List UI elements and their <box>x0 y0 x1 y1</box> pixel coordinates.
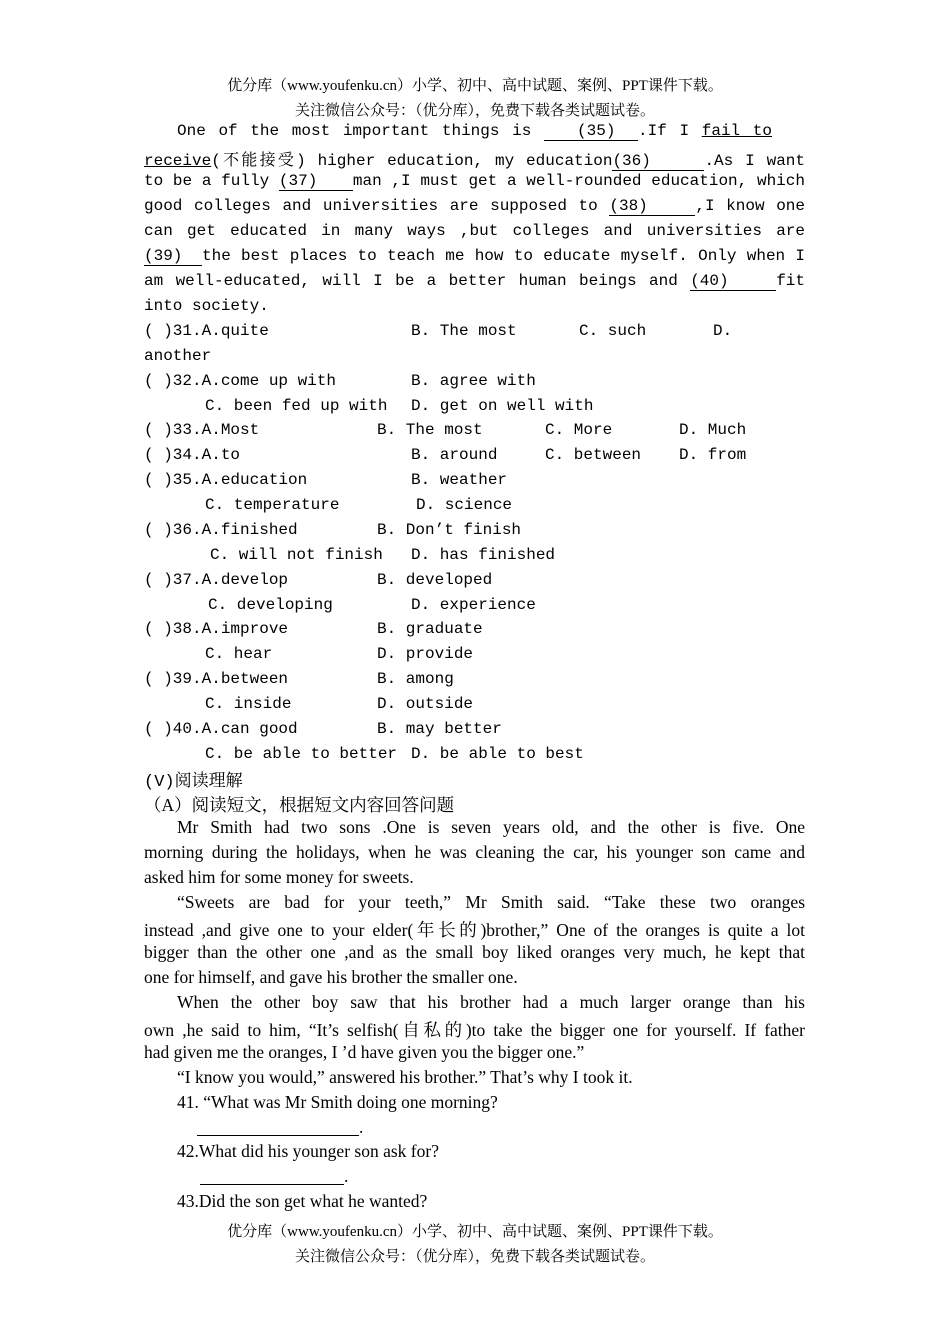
p2-line-4: one for himself, and gave his brother the smaller one. <box>144 967 518 987</box>
cloze-text: man ,I must get a well-rounded education, which <box>352 172 805 190</box>
cloze-text: One of the most important things is <box>177 122 532 140</box>
p1-line-1: Mr Smith had two sons .One is seven years old, and the other is five. One <box>177 817 805 837</box>
q33-option-d: D. Much <box>679 421 747 439</box>
q31-stem: ( )31.A.quite <box>144 322 269 340</box>
cloze-text: ,I know one <box>695 197 805 215</box>
footer-line-1: 优分库（www.youfenku.cn）小学、初中、高中试题、案例、PPT课件下载。 <box>227 1224 723 1240</box>
q35-option-b: B. weather <box>411 471 508 489</box>
blank-37[interactable]: (37) <box>279 172 353 191</box>
q35-option-d: D. science <box>416 496 513 514</box>
q37-stem: ( )37.A.develop <box>144 571 289 589</box>
cloze-line-1 <box>144 122 772 141</box>
q39-stem: ( )39.A.between <box>144 670 289 688</box>
answer-42-field[interactable] <box>200 1167 344 1185</box>
blank-39[interactable]: (39) <box>144 247 202 266</box>
cloze-text: to be a fully <box>144 172 270 190</box>
q33-stem: ( )33.A.Most <box>144 421 260 439</box>
q36-option-b: B. Don’t finish <box>377 521 522 539</box>
cloze-text: am well-educated, will I be a better human beings and <box>144 272 678 290</box>
q32-stem: ( )32.A.come up with <box>144 372 337 390</box>
p3-line-1: When the other boy saw that his brother had a much larger orange than his <box>177 992 805 1012</box>
q34-option-c: C. between <box>545 446 642 464</box>
q37-option-b: B. developed <box>377 571 493 589</box>
q40-option-d: D. be able to best <box>411 745 584 763</box>
section-title: (V)阅读理解 <box>144 773 243 792</box>
p2-line-1: “Sweets are bad for your teeth,” Mr Smith said. “Take these two oranges <box>177 892 805 912</box>
blank-36[interactable]: (36) <box>612 152 704 171</box>
blank-38[interactable]: (38) <box>609 197 695 216</box>
cloze-line-5: can get educated in many ways ,but colleges and universities are <box>144 222 805 240</box>
q32-option-c: C. been fed up with <box>205 397 388 415</box>
q32-option-d: D. get on well with <box>411 397 594 415</box>
q38-option-b: B. graduate <box>377 620 483 638</box>
q31-option-c: C. such <box>579 322 647 340</box>
q36-option-c: C. will not finish <box>210 546 383 564</box>
q39-option-d: D. outside <box>377 695 474 713</box>
question-41: 41. “What was Mr Smith doing one morning? <box>177 1092 498 1112</box>
q35-option-c: C. temperature <box>205 496 340 514</box>
q34-stem: ( )34.A.to <box>144 446 241 464</box>
cloze-text: good colleges and universities are supposed to <box>144 197 598 215</box>
cloze-text: .As I want <box>704 152 805 170</box>
q34-option-d: D. from <box>679 446 747 464</box>
q39-option-b: B. among <box>377 670 454 688</box>
q36-stem: ( )36.A.finished <box>144 521 298 539</box>
q40-stem: ( )40.A.can good <box>144 720 298 738</box>
q34-option-b: B. around <box>411 446 498 464</box>
q31-option-b: B. The most <box>411 322 517 340</box>
part-a-title: （A）阅读短文，根据短文内容回答问题 <box>144 795 455 815</box>
p3-line-2: own ,he said to him, “It’s selfish(自私的)to take the bigger one for yourself. If father <box>144 1020 805 1040</box>
blank-40[interactable]: (40) <box>690 272 776 291</box>
cloze-underlined: fail to <box>701 122 772 140</box>
q35-stem: ( )35.A.education <box>144 471 308 489</box>
q40-option-b: B. may better <box>377 720 502 738</box>
q36-option-d: D. has finished <box>411 546 556 564</box>
cloze-line-2 <box>144 147 805 171</box>
q38-option-c: C. hear <box>205 645 273 663</box>
q39-option-c: C. inside <box>205 695 292 713</box>
p2-line-2: instead ,and give one to your elder(年长的)brother,” One of the oranges is quite a lot <box>144 920 805 940</box>
cloze-line-6 <box>144 247 805 266</box>
cloze-line-7 <box>144 272 805 291</box>
header-line-1: 优分库（www.youfenku.cn）小学、初中、高中试题、案例、PPT课件下载。 <box>227 78 723 94</box>
answer-42-period: . <box>344 1166 349 1186</box>
q38-stem: ( )38.A.improve <box>144 620 289 638</box>
q33-option-b: B. The most <box>377 421 483 439</box>
q40-option-c: C. be able to better <box>205 745 398 763</box>
cloze-underlined: receive <box>144 152 212 170</box>
p1-line-3: asked him for some money for sweets. <box>144 867 414 887</box>
blank-35[interactable]: (35) <box>544 122 638 141</box>
q37-option-d: D. experience <box>411 596 536 614</box>
p2-line-3: bigger than the other one ,and as the small boy liked oranges very much, he kept that <box>144 942 805 962</box>
q31-option-d-text: another <box>144 347 212 365</box>
p1-line-2: morning during the holidays, when he was cleaning the car, his younger son came and <box>144 842 805 862</box>
q32-option-b: B. agree with <box>411 372 536 390</box>
q37-option-c: C. developing <box>208 596 333 614</box>
answer-41-field[interactable] <box>197 1118 359 1136</box>
question-42: 42.What did his younger son ask for? <box>177 1141 439 1161</box>
cloze-text: .If I <box>638 122 690 140</box>
q33-option-c: C. More <box>545 421 613 439</box>
answer-41-period: . <box>359 1117 364 1137</box>
p3-line-3: had given me the oranges, I ’d have given you the bigger one.” <box>144 1042 585 1062</box>
cloze-text: the best places to teach me how to educate myself. Only when I <box>202 247 805 265</box>
cloze-text: fit <box>776 272 805 290</box>
p4-line: “I know you would,” answered his brother.” That’s why I took it. <box>177 1067 633 1087</box>
cloze-line-8: into society. <box>144 297 269 315</box>
footer-line-2: 关注微信公众号：（优分库），免费下载各类试题试卷。 <box>294 1249 655 1265</box>
question-43: 43.Did the son get what he wanted? <box>177 1191 428 1211</box>
cloze-text: (不能接受) higher education, my education <box>211 152 613 170</box>
cloze-line-4 <box>144 197 805 216</box>
q38-option-d: D. provide <box>377 645 474 663</box>
cloze-line-3 <box>144 172 805 191</box>
header-line-2: 关注微信公众号：（优分库），免费下载各类试题试卷。 <box>294 103 655 119</box>
q31-option-d: D. <box>713 322 733 340</box>
